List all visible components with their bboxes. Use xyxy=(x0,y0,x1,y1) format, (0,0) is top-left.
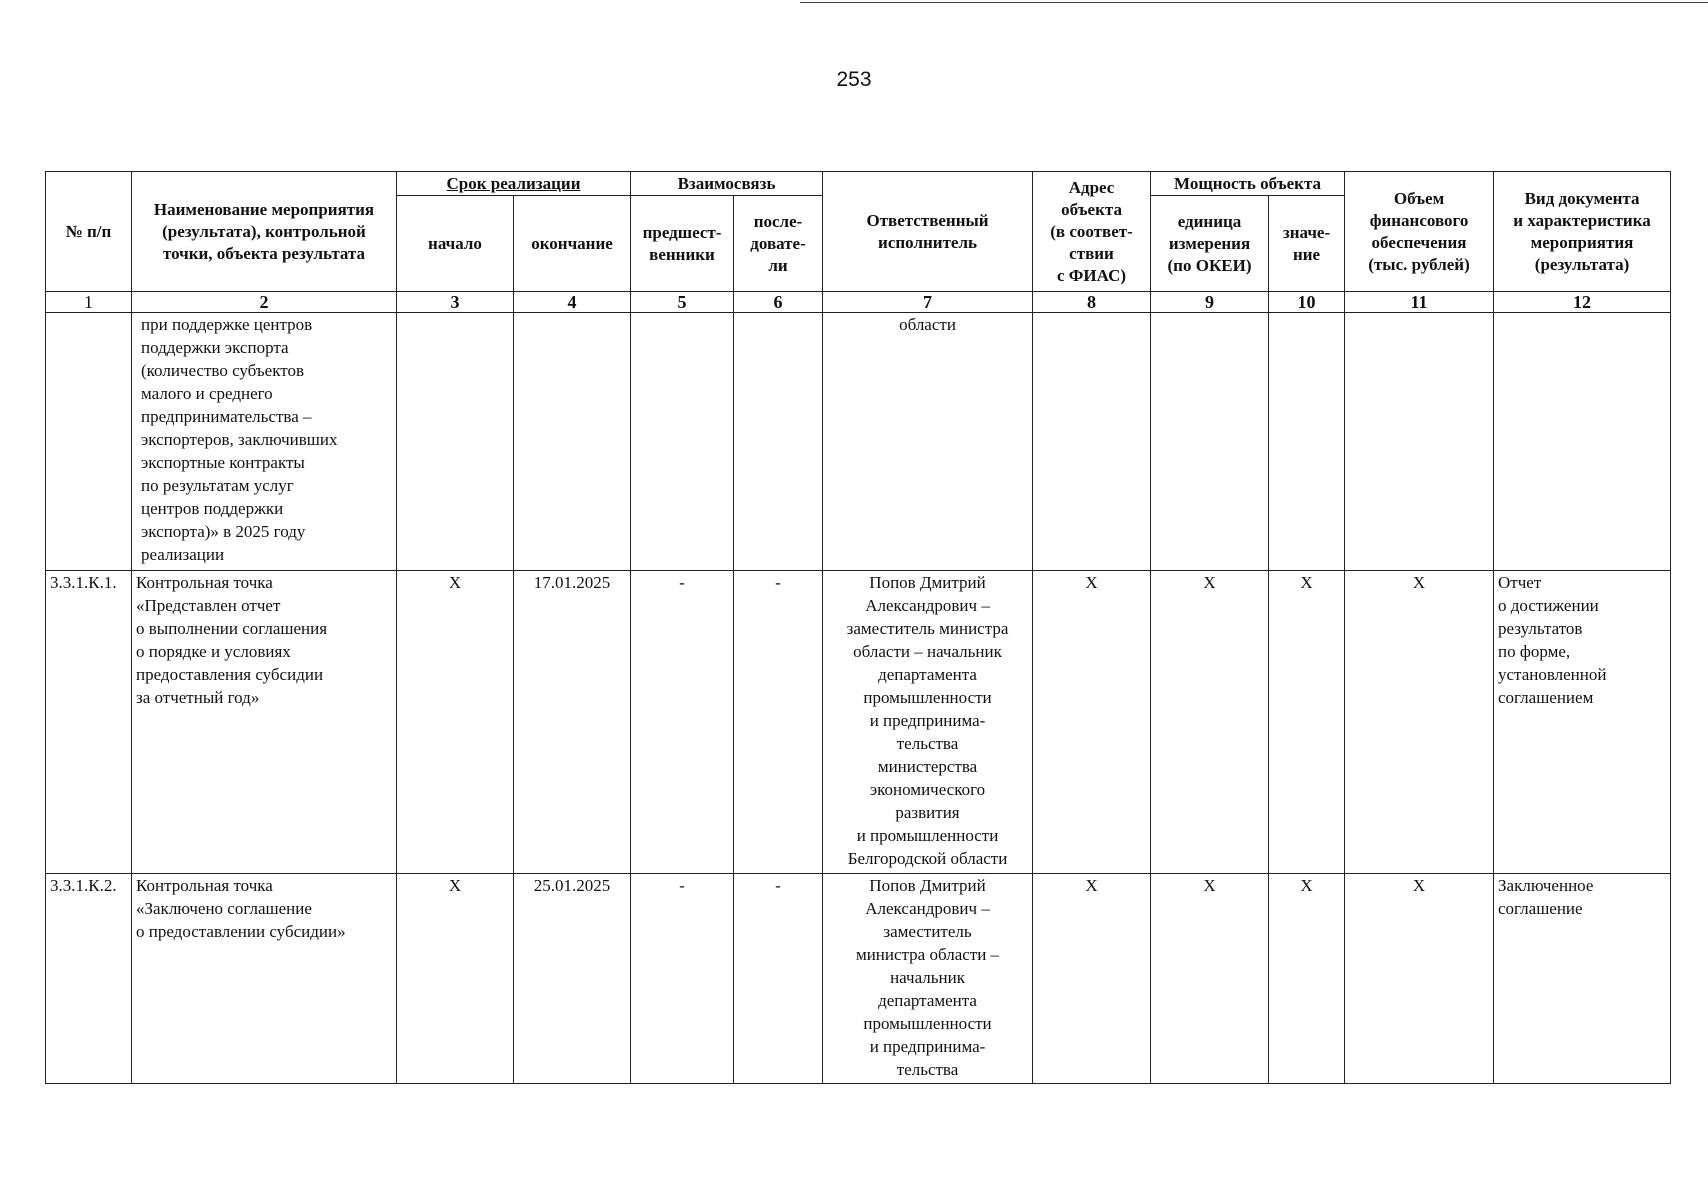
table-row xyxy=(46,874,1671,1084)
column-number: 5 xyxy=(631,292,734,313)
row-start xyxy=(397,313,514,571)
header-col-1: № п/п xyxy=(46,172,132,292)
row-end: 17.01.2025 xyxy=(514,571,631,874)
row-name: Контрольная точка «Заключено соглашение о предоставлении субсидии» xyxy=(132,874,397,1084)
row-predecessors: - xyxy=(631,874,734,1084)
header-col-2: Наименование мероприятия (результата), контрольной точки, объекта результата xyxy=(132,172,397,292)
row-address: X xyxy=(1033,874,1151,1084)
implementation-plan-table xyxy=(45,171,1671,1084)
column-number: 2 xyxy=(132,292,397,313)
header-col-10: значе- ние xyxy=(1269,196,1345,292)
row-executor: области xyxy=(823,313,1033,571)
row-number: 3.3.1.К.2. xyxy=(46,874,132,1084)
row-unit: X xyxy=(1151,571,1269,874)
row-number: 3.3.1.К.1. xyxy=(46,571,132,874)
top-rule xyxy=(800,2,1708,3)
column-number: 1 xyxy=(46,292,132,313)
header-group-capacity: Мощность объекта xyxy=(1151,172,1345,196)
row-finance: X xyxy=(1345,874,1494,1084)
row-address: X xyxy=(1033,571,1151,874)
row-executor: Попов Дмитрий Александрович – заместитель министра области – начальник департамента промышленности и предпринима- тельства xyxy=(823,874,1033,1084)
row-number xyxy=(46,313,132,571)
column-number: 11 xyxy=(1345,292,1494,313)
header-col-4: окончание xyxy=(514,196,631,292)
column-number: 4 xyxy=(514,292,631,313)
row-document xyxy=(1494,313,1671,571)
row-document: Отчет о достижении результатов по форме, установленной соглашением xyxy=(1494,571,1671,874)
table-row xyxy=(46,571,1671,874)
header-col-11: Объем финансового обеспечения (тыс. рублей) xyxy=(1345,172,1494,292)
column-number: 8 xyxy=(1033,292,1151,313)
column-number: 6 xyxy=(734,292,823,313)
row-start: X xyxy=(397,874,514,1084)
row-document: Заключенное соглашение xyxy=(1494,874,1671,1084)
row-executor: Попов Дмитрий Александрович – заместитель министра области – начальник департамента промышленности и предпринима- тельства министерства экономического развития и промышленности Белгородской области xyxy=(823,571,1033,874)
row-end xyxy=(514,313,631,571)
header-col-7: Ответственный исполнитель xyxy=(823,172,1033,292)
column-number: 7 xyxy=(823,292,1033,313)
row-value: X xyxy=(1269,874,1345,1084)
column-number: 10 xyxy=(1269,292,1345,313)
row-predecessors xyxy=(631,313,734,571)
row-unit xyxy=(1151,313,1269,571)
header-row-top xyxy=(46,172,1671,196)
row-value xyxy=(1269,313,1345,571)
header-group-link: Взаимосвязь xyxy=(631,172,823,196)
header-col-5: предшест- венники xyxy=(631,196,734,292)
row-finance: X xyxy=(1345,571,1494,874)
header-col-3: начало xyxy=(397,196,514,292)
header-col-6: после- довате- ли xyxy=(734,196,823,292)
header-col-8: Адрес объекта (в соответ- ствии с ФИАС) xyxy=(1033,172,1151,292)
column-number: 9 xyxy=(1151,292,1269,313)
row-address xyxy=(1033,313,1151,571)
row-value: X xyxy=(1269,571,1345,874)
header-group-term: Срок реализации xyxy=(397,172,631,196)
column-number: 3 xyxy=(397,292,514,313)
row-unit: X xyxy=(1151,874,1269,1084)
row-predecessors: - xyxy=(631,571,734,874)
column-number: 12 xyxy=(1494,292,1671,313)
header-col-12: Вид документа и характеристика мероприятия (результата) xyxy=(1494,172,1671,292)
row-finance xyxy=(1345,313,1494,571)
row-name: Контрольная точка «Представлен отчет о выполнении соглашения о порядке и условиях предоставления субсидии за отчетный год» xyxy=(132,571,397,874)
row-end: 25.01.2025 xyxy=(514,874,631,1084)
row-successors xyxy=(734,313,823,571)
row-name: при поддержке центров поддержки экспорта (количество субъектов малого и среднего предпринимательства – экспортеров, заключивших экспортные контракты по результатам услуг центров поддержки экспорта)» в 2025 году реализации xyxy=(132,313,397,571)
row-successors: - xyxy=(734,571,823,874)
page-number: 253 xyxy=(836,68,872,91)
header-col-9: единица измерения (по ОКЕИ) xyxy=(1151,196,1269,292)
row-successors: - xyxy=(734,874,823,1084)
column-number-row xyxy=(46,292,1671,313)
table-row xyxy=(46,313,1671,571)
row-start: X xyxy=(397,571,514,874)
